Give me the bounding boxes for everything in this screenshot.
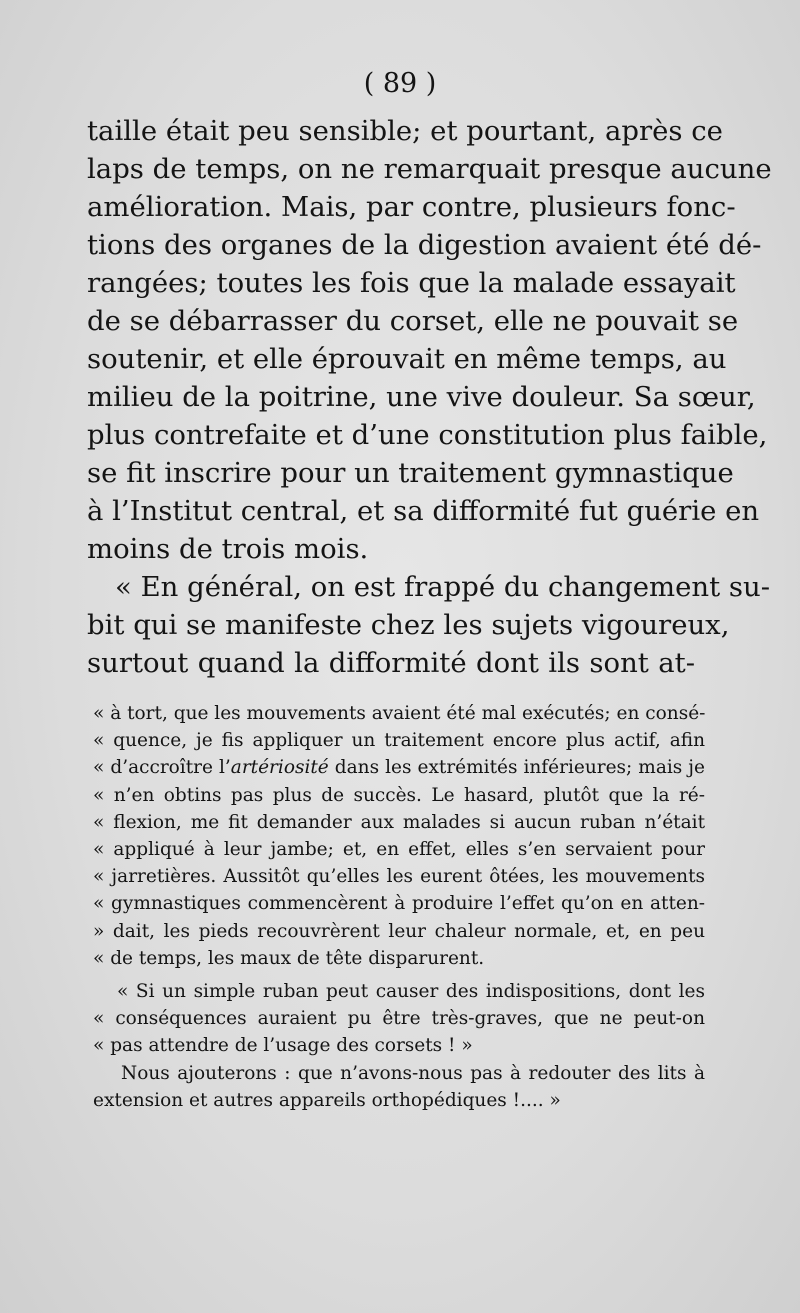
footnote-line: « pas attendre de l’usage des corsets ! » (93, 1035, 473, 1057)
footnote-line: « gymnastiques commencèrent à produire l’effet qu’on en atten- (93, 893, 705, 915)
footnote-line: « flexion, me fit demander aux malades si aucun ruban n’était (93, 811, 705, 833)
footnote-line: extension et autres appareils orthopédiques !.... » (93, 1089, 561, 1111)
footnote-line (93, 754, 705, 781)
main-line: soutenir, et elle éprouvait en même temps, au (87, 343, 727, 375)
main-line: amélioration. Mais, par contre, plusieurs fonc- (87, 191, 736, 223)
page-number: ( 89 ) (363, 68, 437, 99)
main-line: rangées; toutes les fois que la malade essayait (87, 267, 736, 299)
main-line: moins de trois mois. (87, 533, 369, 565)
footnote-block (93, 700, 705, 1114)
main-line: taille était peu sensible; et pourtant, après ce (87, 115, 723, 147)
footnote-line: Nous ajouterons : que n’avons-nous pas à redouter des lits à (121, 1062, 705, 1084)
footnote-line: « de temps, les maux de tête disparurent. (93, 947, 485, 969)
footnote-line: « jarretières. Aussitôt qu’elles les eurent ôtées, les mouvements (93, 866, 705, 888)
footnote-line: » dait, les pieds recouvrèrent leur chaleur normale, et, en peu (93, 920, 705, 942)
footnote-line: « n’en obtins pas plus de succès. Le hasard, plutôt que la ré- (93, 784, 705, 806)
main-line: se fit inscrire pour un traitement gymnastique (87, 457, 734, 489)
footnote-line: « Si un simple ruban peut causer des indispositions, dont les (117, 981, 705, 1003)
main-line: laps de temps, on ne remarquait presque aucune (87, 153, 772, 185)
main-line: à l’Institut central, et sa difformité fut guérie en (87, 495, 760, 527)
footnote-text: « d’accroître l’ (93, 757, 231, 779)
footnote-text: dans les extrémités inférieures; mais je (328, 757, 705, 779)
main-line: bit qui se manifeste chez les sujets vigoureux, (87, 609, 730, 641)
footnote-line: « conséquences auraient pu être très-graves, que ne peut-on (93, 1008, 705, 1030)
main-text-block (87, 112, 772, 682)
footnote-line: « appliqué à leur jambe; et, en effet, elles s’en servaient pour (93, 839, 705, 861)
main-line: plus contrefaite et d’une constitution plus faible, (87, 419, 768, 451)
footnote-line: « quence, je fis appliquer un traitement encore plus actif, afin (93, 730, 705, 752)
main-line: « En général, on est frappé du changement su- (115, 571, 771, 603)
main-line: milieu de la poitrine, une vive douleur. Sa sœur, (87, 381, 756, 413)
main-line: de se débarrasser du corset, elle ne pouvait se (87, 305, 739, 337)
footnote-italic-term: artériosité (230, 757, 329, 779)
main-line: tions des organes de la digestion avaient été dé- (87, 229, 762, 261)
footnote-line: « à tort, que les mouvements avaient été mal exécutés; en consé- (93, 703, 706, 724)
main-line: surtout quand la difformité dont ils sont at- (87, 647, 695, 679)
